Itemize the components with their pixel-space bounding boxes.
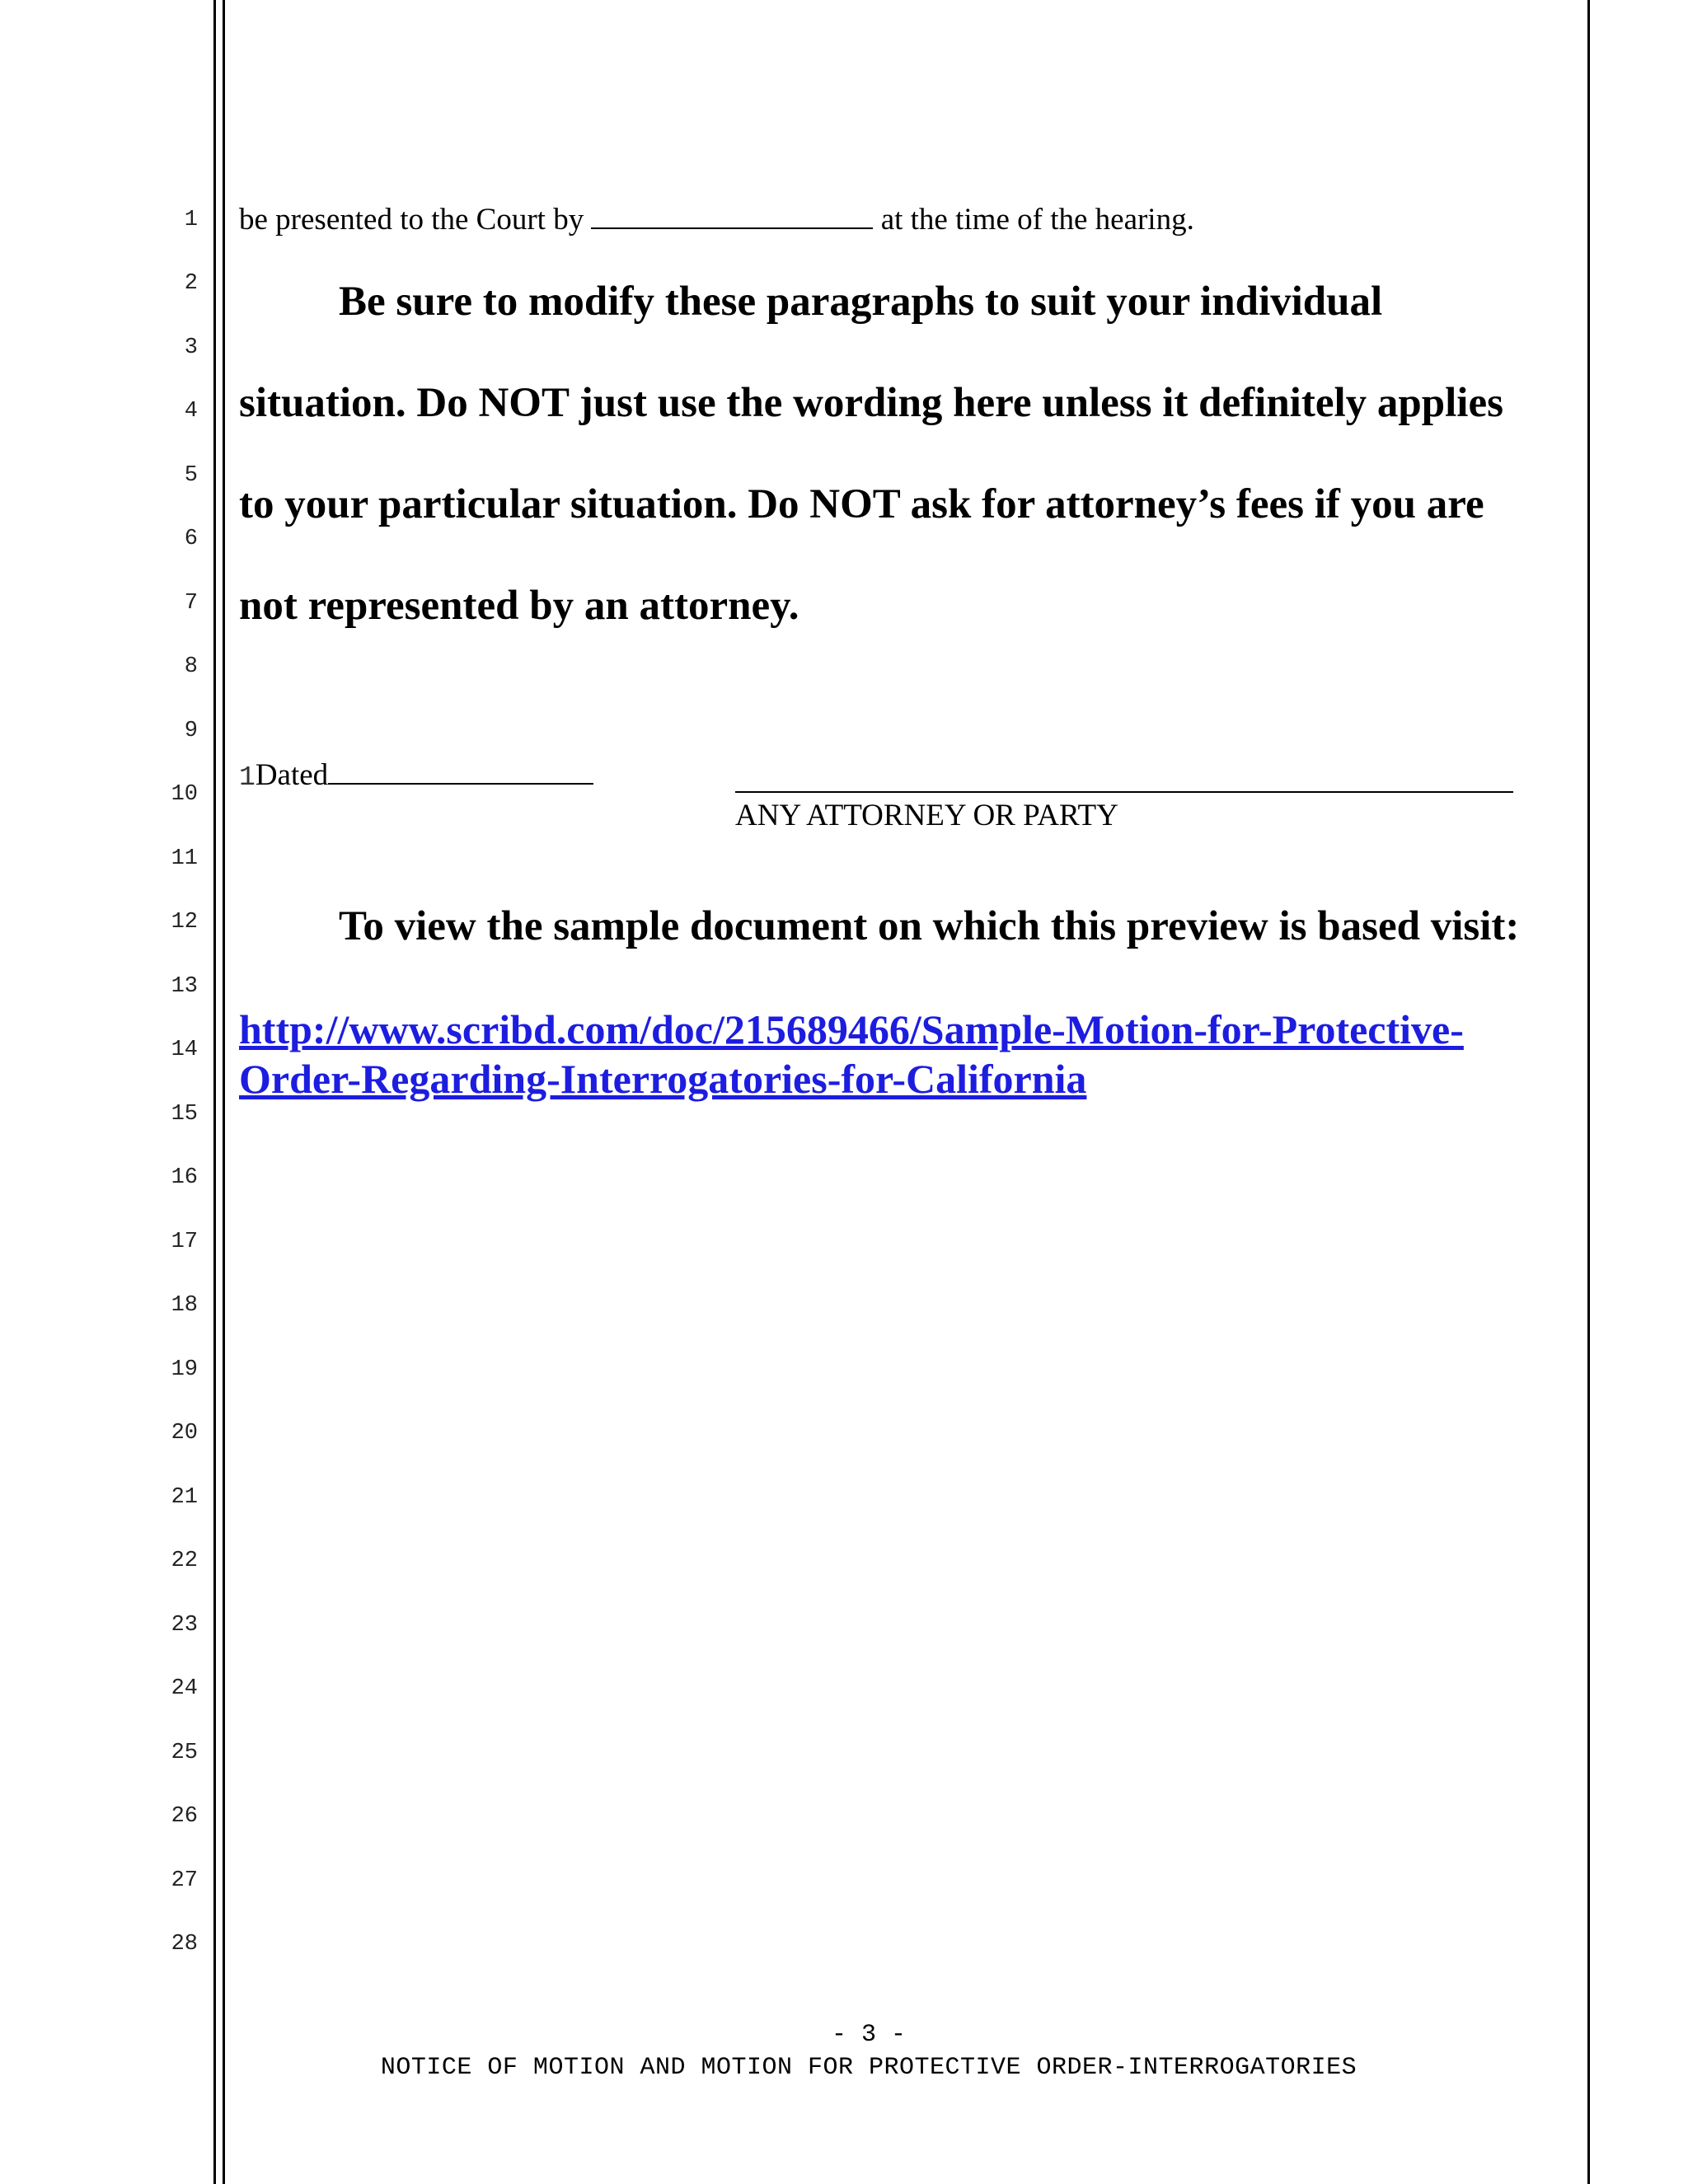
line-number: 21 [171, 1485, 198, 1510]
instruction-line-2: situation. Do NOT just use the wording here unless it definitely applies [239, 380, 1503, 426]
instruction-line-3: to your particular situation. Do NOT ask for attorney’s fees if you are [239, 481, 1484, 527]
left-margin-rule-outer [213, 0, 216, 2184]
line-number: 28 [171, 1932, 198, 1957]
sample-document-link-line-1[interactable]: http://www.scribd.com/doc/215689466/Sample-Motion-for-Protective- [239, 1006, 1464, 1052]
line-number: 17 [171, 1230, 198, 1254]
line1-text-before: be presented to the Court by [239, 203, 584, 237]
line-number: 15 [171, 1102, 198, 1127]
document-footer-title: NOTICE OF MOTION AND MOTION FOR PROTECTIVE ORDER-INTERROGATORIES [380, 2054, 1357, 2082]
line-number: 5 [184, 463, 198, 488]
line-number: 19 [171, 1357, 198, 1382]
hearing-presenter-blank[interactable] [591, 201, 873, 229]
page-number: - 3 - [831, 2021, 906, 2049]
dated-prefix: 1 [239, 762, 256, 793]
line-number: 24 [171, 1676, 198, 1701]
instruction-line-1: Be sure to modify these paragraphs to suit your individual [339, 279, 1383, 325]
line-number: 9 [184, 719, 198, 743]
line-number: 23 [171, 1613, 198, 1638]
line-number: 11 [171, 846, 198, 871]
line-number: 14 [171, 1038, 198, 1062]
sample-document-link-line-2[interactable]: Order-Regarding-Interrogatories-for-California [239, 1056, 1087, 1102]
line-number: 4 [184, 399, 198, 424]
line-number: 20 [171, 1421, 198, 1446]
signature-label: ANY ATTORNEY OR PARTY [735, 799, 1118, 832]
line-number: 22 [171, 1549, 198, 1573]
line-number: 6 [184, 527, 198, 551]
line-number: 13 [171, 974, 198, 999]
line-number: 1 [184, 208, 198, 232]
line1-text-after: at the time of the hearing. [880, 203, 1194, 237]
line-number: 8 [184, 654, 198, 679]
left-margin-rule-inner [223, 0, 225, 2184]
body-line-1 [239, 201, 1194, 238]
line-number: 3 [184, 335, 198, 360]
dated-line [239, 757, 593, 796]
view-sample-text: To view the sample document on which this preview is based visit: [339, 903, 1520, 949]
line-number: 25 [171, 1741, 198, 1765]
signature-line[interactable] [735, 791, 1513, 793]
line-number: 12 [171, 910, 198, 935]
line-number: 27 [171, 1868, 198, 1893]
date-blank[interactable] [328, 757, 593, 785]
line-number: 2 [184, 271, 198, 296]
line-number: 7 [184, 591, 198, 616]
line-number: 26 [171, 1804, 198, 1829]
right-margin-rule [1587, 0, 1590, 2184]
line-number: 10 [171, 782, 198, 807]
instruction-line-4: not represented by an attorney. [239, 583, 799, 629]
line-number: 16 [171, 1165, 198, 1190]
dated-label: Dated [255, 758, 329, 792]
line-number: 18 [171, 1293, 198, 1318]
